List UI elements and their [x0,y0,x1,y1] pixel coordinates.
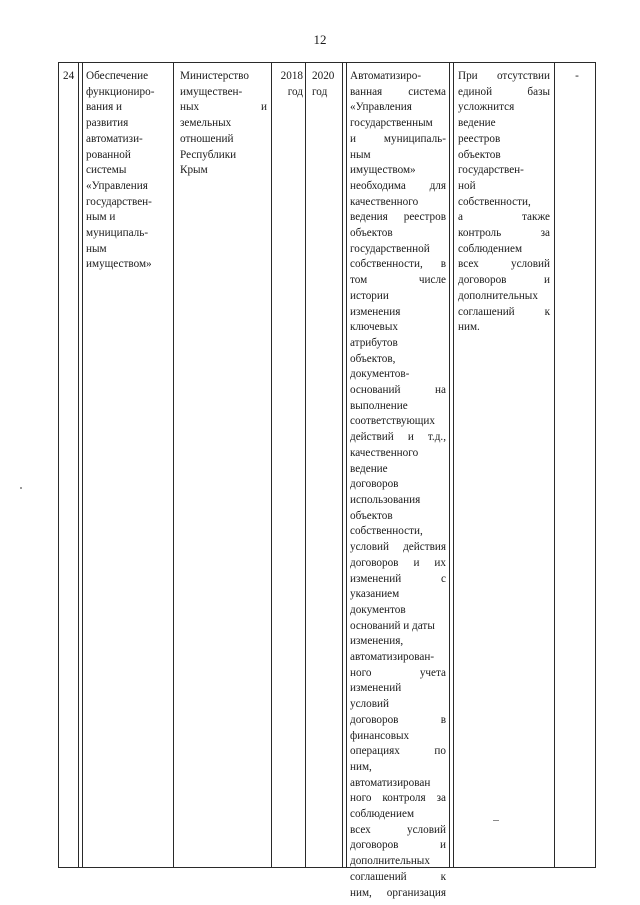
word: дополнительных [350,855,430,868]
word: отношений [180,132,234,145]
word: действия [403,541,446,554]
word: ключевых [350,321,398,334]
word: за [540,227,550,240]
text-line: муниципаль- [86,227,149,240]
word: контроль [458,227,502,240]
text-line [350,163,446,179]
word: к [544,305,550,318]
text-line [458,100,550,116]
word: для [429,179,446,192]
column-divider [271,63,272,867]
text-line [180,85,267,101]
text-line [350,729,446,745]
word: условий [350,698,389,711]
text-line [350,791,446,807]
start-year-cell [273,63,305,867]
text-line [350,854,446,870]
word: отсутствии [496,70,550,82]
word: т.д., [427,431,446,444]
text-line [350,446,446,462]
word: реестров [458,132,501,145]
word: документов [350,603,406,616]
word: ного [350,792,372,805]
text-line [458,226,550,242]
text-line [350,273,446,289]
word: Крым [180,164,208,177]
text-line [350,744,446,760]
text-line [350,807,446,823]
expected-result-cell [347,63,449,899]
column-divider [173,63,174,867]
text-line [458,289,550,305]
end-year: 2020 [312,70,335,82]
word: изменения, [350,635,404,648]
text-line: вания и [86,101,123,114]
text-line: ным и [86,211,116,224]
word: с [441,572,446,585]
text-line [350,69,446,85]
row-number-cell [59,63,79,867]
word: ной [458,179,476,192]
word: объектов [350,509,393,522]
word: а [458,211,463,224]
text-line [180,163,267,179]
word: собственности, [458,195,531,208]
text-line [350,148,446,164]
word: государственным [350,117,433,130]
text-line [350,430,446,446]
text-line [350,195,446,211]
word: изменений [350,572,402,585]
text-line [350,886,446,902]
text-line [350,179,446,195]
text-line [350,352,446,368]
word: собственности, [350,525,423,538]
word: имуществом» [350,164,416,177]
text-line [350,697,446,713]
word: ним, [350,760,372,773]
word: автоматизирован [350,776,431,789]
word: изменения [350,305,401,318]
word: использования [350,493,421,506]
text-line [350,399,446,415]
word: соответствующих [350,415,436,428]
measures-table [58,62,596,899]
text-line [350,493,446,509]
text-line [458,273,550,289]
word: к [440,870,446,883]
word: условий [511,258,550,271]
text-line: развития [86,117,129,130]
text-line [180,69,267,85]
word: договоров [350,556,399,569]
word: необходима [350,179,406,192]
word: Автоматизиро- [350,70,422,82]
text-line [350,540,446,556]
text-line [458,305,550,321]
text-line: функциониро- [86,85,155,98]
text-line [350,210,446,226]
word: финансовых [350,729,410,742]
text-line [350,336,446,352]
word: в [440,713,446,726]
text-line [458,69,550,85]
end-year-unit: год [312,85,328,98]
page-number: 12 [313,32,327,47]
text-line [350,116,446,132]
word: договоров [458,274,507,287]
scan-mark [493,820,499,821]
end-year-cell [308,63,342,867]
text-line [350,572,446,588]
word: качественного [350,446,419,459]
word: истории [350,289,389,302]
word: организация [386,886,446,899]
word: и [261,101,267,114]
word: ных [180,101,200,114]
word: реестров [403,211,446,224]
text-line [180,100,267,116]
word: за [436,792,446,805]
word: объектов, [350,352,396,365]
text-line [458,195,550,211]
text-line [458,85,550,101]
text-line [350,870,446,886]
word: соблюдением [350,808,415,821]
word: объектов [458,148,501,161]
word: числе [418,274,446,287]
text-line [350,100,446,116]
word: оснований и даты [350,619,435,632]
text-line [350,305,446,321]
word: условий [350,541,389,554]
word: и [413,556,420,569]
word: контроля [382,792,426,805]
text-line [458,116,550,132]
word: дополнительных [458,289,538,302]
word: ним, [350,886,372,899]
text-line [458,179,550,195]
column-divider [554,63,555,867]
word: их [434,556,446,569]
word: всех [350,823,371,836]
word: операциях [350,745,400,758]
word: атрибутов [350,336,398,349]
text-line [350,383,446,399]
text-line [350,760,446,776]
text-line [350,226,446,242]
text-line [350,776,446,792]
text-line [458,210,550,226]
word: соблюдением [458,242,523,255]
word: и [440,839,446,852]
word: также [522,211,550,224]
text-line [350,477,446,493]
word: ным [350,148,371,161]
text-line [350,320,446,336]
text-line [350,556,446,572]
word: и [544,274,550,287]
start-year: 2018 [280,70,303,82]
text-line [350,289,446,305]
word: система [408,85,446,98]
word: автоматизирован- [350,651,435,664]
text-line [350,619,446,635]
text-line [350,587,446,603]
word: Республики [180,148,237,161]
text-line [180,132,267,148]
text-line [350,524,446,540]
word: ного [350,666,372,679]
text-line: имуществом» [86,258,152,271]
word: указанием [350,588,400,601]
word: объектов [350,227,393,240]
word: на [435,384,446,397]
word: базы [527,85,550,98]
text-line [458,148,550,164]
word: имуществен- [180,85,243,98]
word: условий [407,823,446,836]
text-line [180,116,267,132]
text-line: «Управления [86,179,148,192]
row-number: 24 [63,70,75,82]
responsible-org-cell [175,63,271,867]
text-line [350,634,446,650]
text-line [350,823,446,839]
word: том [350,274,368,287]
word: документов- [350,368,410,381]
text-line [458,242,550,258]
word: и [350,132,356,145]
word: по [434,745,446,758]
text-line [350,681,446,697]
text-line [350,242,446,258]
word: договоров [350,839,399,852]
text-line [350,85,446,101]
word: При [458,70,478,82]
word: ванная [350,85,383,98]
text-line [350,132,446,148]
word: муниципаль- [383,132,446,145]
scan-speck [20,487,22,489]
text-line [458,320,550,336]
text-line [458,257,550,273]
text-line [350,257,446,273]
word: усложнится [458,101,515,114]
word: государственной [350,242,430,255]
word: земельных [180,117,232,130]
text-line: государствен- [86,195,152,208]
text-line [350,650,446,666]
text-line [180,148,267,164]
text-line [350,509,446,525]
last-column-cell [557,63,597,867]
word: ведение [350,462,388,475]
word: соглашений [458,305,515,318]
text-line [350,414,446,430]
word: государствен- [458,164,524,177]
text-line: рованной [86,148,131,161]
word: оснований [350,384,401,397]
word: единой [458,85,493,98]
column-divider [305,63,306,867]
word: изменений [350,682,402,695]
word: и [407,431,414,444]
word: договоров [350,713,399,726]
word: «Управления [350,101,412,114]
word: ним. [458,321,480,334]
start-year-unit: год [287,85,303,98]
word: в [440,258,446,271]
text-line [458,163,550,179]
text-line [350,713,446,729]
text-line [350,603,446,619]
word: всех [458,258,479,271]
text-line [350,666,446,682]
word: ведение [458,117,496,130]
text-line [350,838,446,854]
text-line: Обеспечение [86,70,149,82]
text-line: системы [86,164,127,177]
word: собственности, [350,258,423,271]
consequences-cell [454,63,554,867]
word: качественного [350,195,419,208]
word: учета [419,666,446,679]
word: выполнение [350,399,408,412]
text-line [458,132,550,148]
text-line: ным [86,242,107,255]
text-line: автоматизи- [86,132,143,145]
text-line [350,367,446,383]
word: Министерство [180,70,249,82]
word: договоров [350,478,399,491]
word: действий [350,431,394,444]
measure-name-cell [81,63,173,867]
word: ведения [350,211,388,224]
empty-value-dash: - [575,70,579,82]
text-line [350,462,446,478]
word: соглашений [350,870,407,883]
